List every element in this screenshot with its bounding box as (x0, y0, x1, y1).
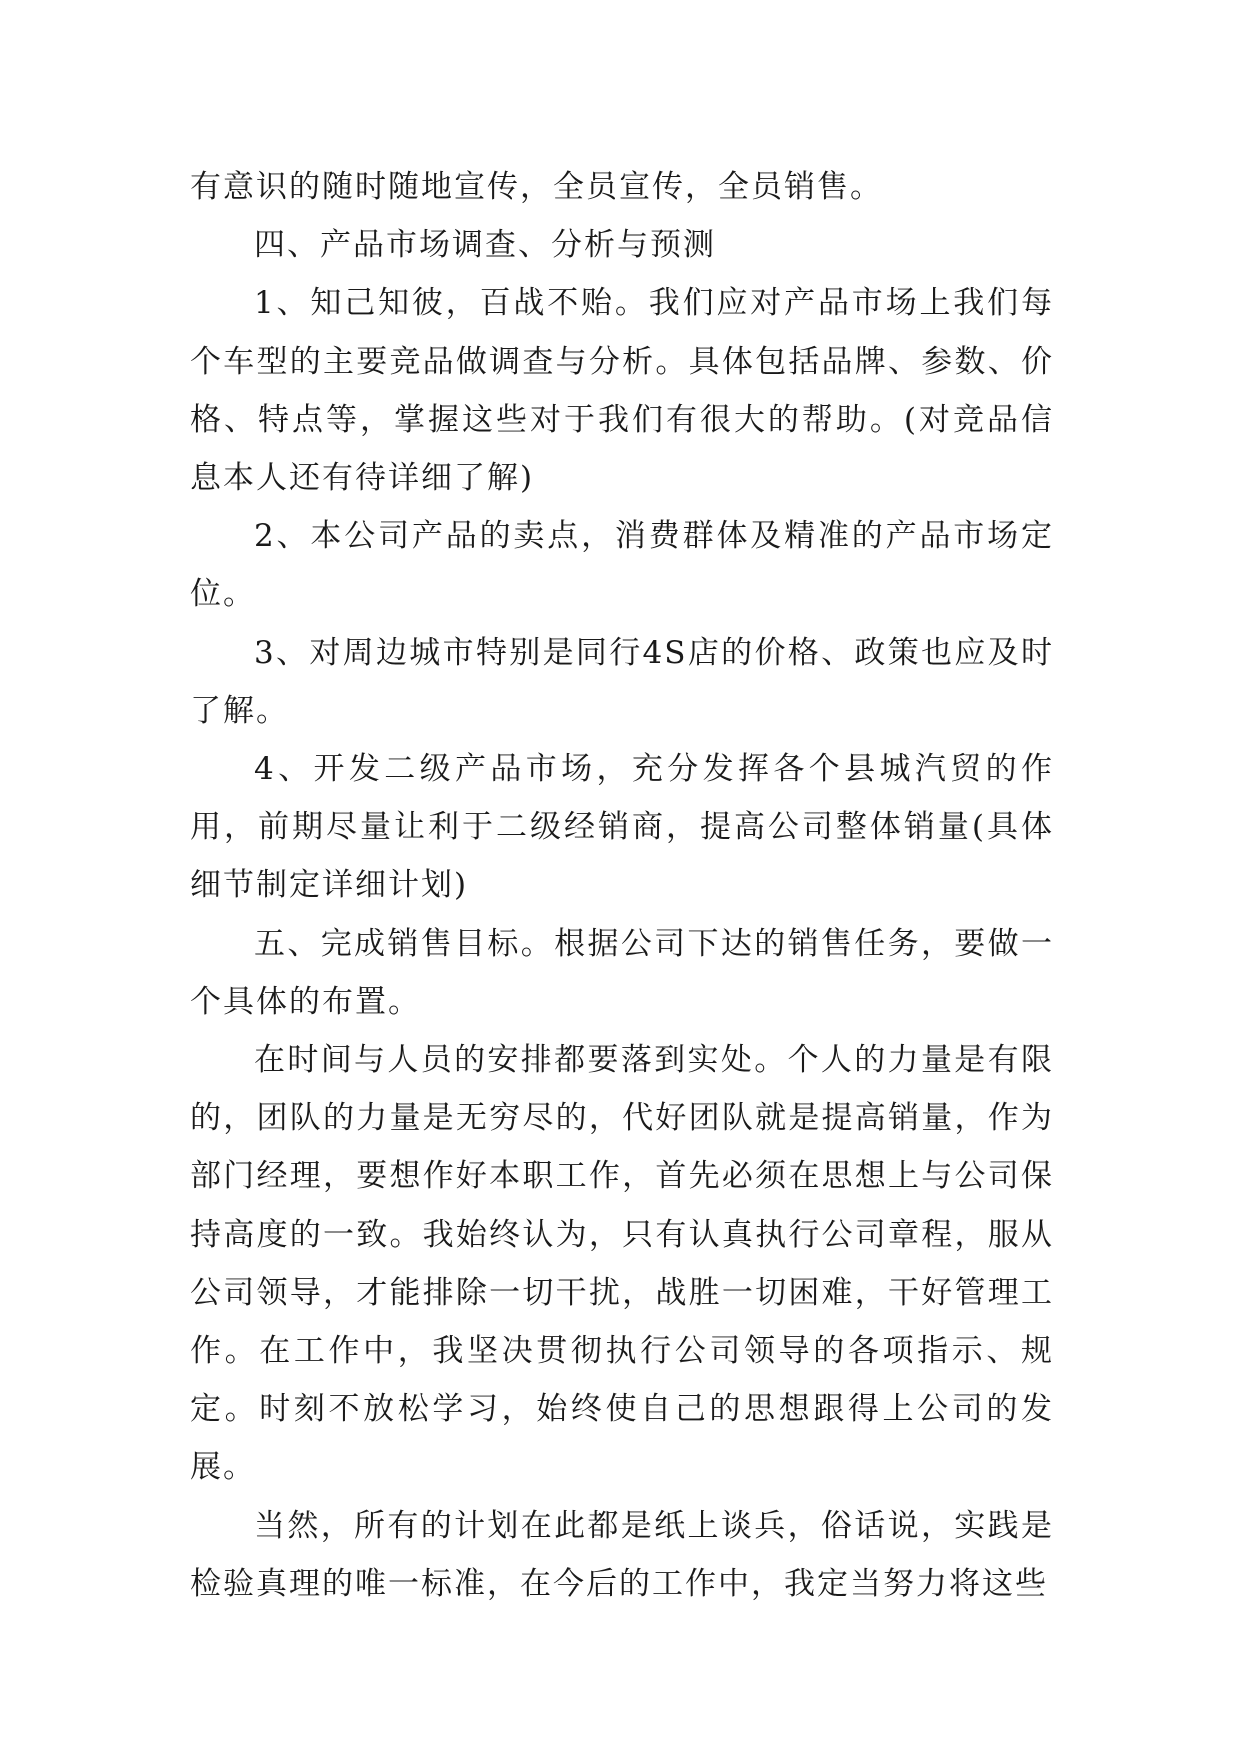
paragraph-1: 有意识的随时随地宣传，全员宣传，全员销售。 (190, 169, 883, 205)
paragraph-2-heading: 四、产品市场调查、分析与预测 (254, 227, 716, 264)
paragraph-7-heading: 五、完成销售目标。根据公司下达的销售任务，要做一个具体的布置。 (190, 925, 1054, 1020)
paragraph-6: 4、开发二级产品市场，充分发挥各个县城汽贸的作用，前期尽量让利于二级经销商，提高公司整体销量(具体细节制定详细计划) (190, 751, 1054, 904)
paragraph-8: 在时间与人员的安排都要落到实处。个人的力量是有限的，团队的力量是无穷尽的，代好团队就是提高销量，作为部门经理，要想作好本职工作，首先必须在思想上与公司保持高度的一致。我始终认为，只有认真执行公司章程，服从公司领导，才能排除一切干扰，战胜一切困难，干好管理工作。在工作中，我坚决贯彻执行公司领导的各项指示、规定。时刻不放松学习，始终使自己的思想跟得上公司的发展。 (190, 1042, 1054, 1486)
paragraph-4: 2、本公司产品的卖点，消费群体及精准的产品市场定位。 (190, 518, 1054, 613)
document-body (190, 158, 1054, 1613)
paragraph-3: 1、知己知彼，百战不贻。我们应对产品市场上我们每个车型的主要竞品做调查与分析。具体包括品牌、参数、价格、特点等，掌握这些对于我们有很大的帮助。(对竞品信息本人还有待详细了解) (190, 285, 1054, 497)
paragraph-9: 当然，所有的计划在此都是纸上谈兵，俗话说，实践是检验真理的唯一标准，在今后的工作中，我定当努力将这些 (190, 1507, 1054, 1602)
paragraph-5: 3、对周边城市特别是同行4S店的价格、政策也应及时了解。 (190, 634, 1054, 729)
